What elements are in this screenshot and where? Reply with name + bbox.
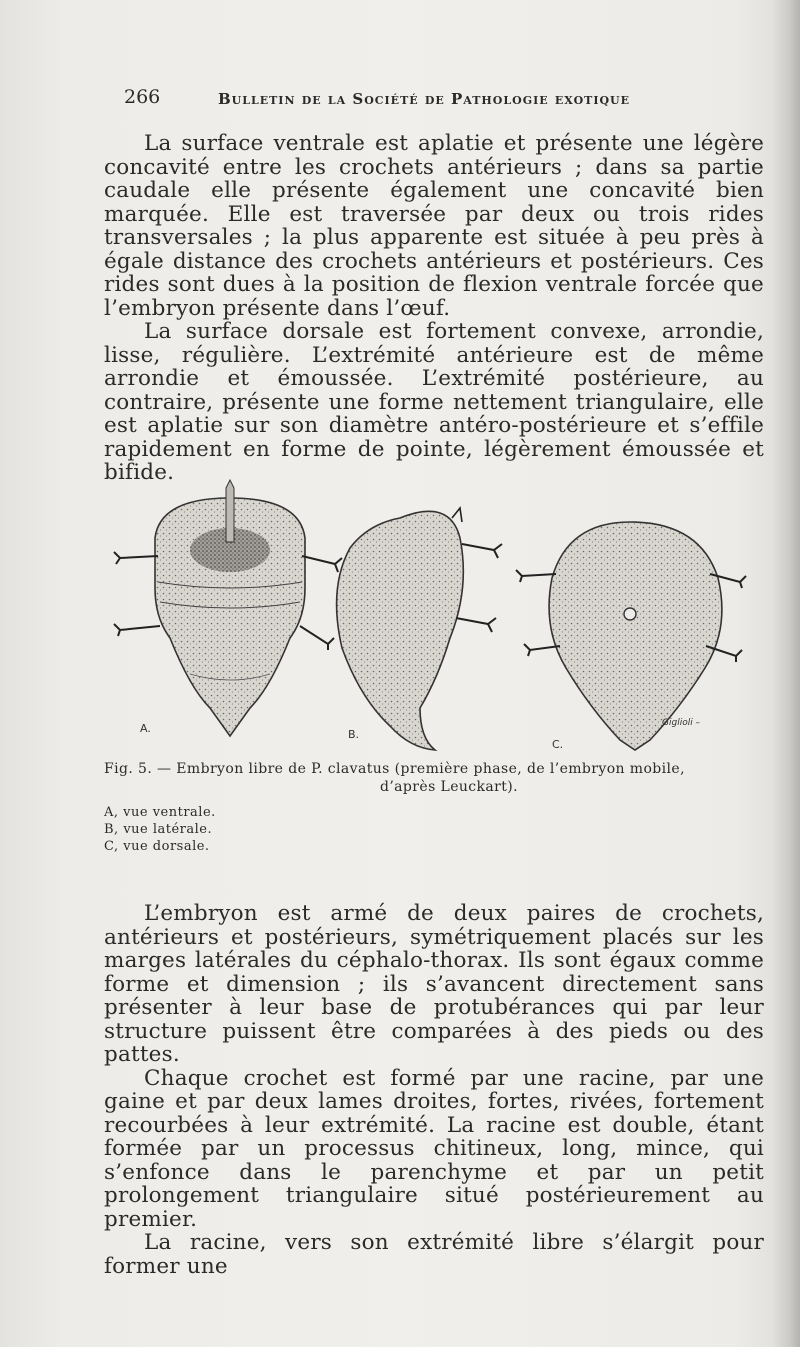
legend-item-a: A, vue ventrale. <box>104 805 216 820</box>
paragraph-dorsal-surface: La surface dorsale est fortement convexe, arrondie, lisse, régulière. L’extrémité antérieure est de même arrondie et émoussée. L’extrémité postérieure, au contraire, présente une forme nettement triangulaire, elle est aplatie sur son diamètre antéro-postérieure et s’effile rapidement en forme de pointe, légèrement émoussée et bifide. <box>104 319 764 485</box>
figure-embryo-views <box>90 478 770 758</box>
embryo-illustration <box>90 478 770 758</box>
journal-title: Bulletin de la Société de Pathologie exotique <box>218 90 631 108</box>
panel-a-ventral-view <box>114 480 342 736</box>
legend-item-b: B, vue latérale. <box>104 822 213 837</box>
caption-line-2: d’après Leuckart). <box>379 779 519 795</box>
paragraph-hooks: L’embryon est armé de deux paires de crochets, antérieurs et postérieurs, symétriquement placés sur les marges latérales du céphalo-thorax. Ils sont égaux comme forme et dimension ; ils s’avancent directement sans présenter à leur base de protubérances qui par leur structure puissent être comparées à des pieds ou des pattes. <box>104 901 764 1067</box>
panel-label-b: B. <box>348 728 360 741</box>
paragraph-root: La racine, vers son extrémité libre s’élargit pour former une <box>104 1230 764 1279</box>
panel-label-c: C. <box>552 738 564 751</box>
legend-item-c: C, vue dorsale. <box>104 839 210 854</box>
page-number: 266 <box>124 86 161 108</box>
page-edge-shadow <box>772 0 800 1347</box>
text-block-top <box>104 132 764 485</box>
figure-legend <box>104 804 216 855</box>
caption-line-1: Fig. 5. — Embryon libre de P. clavatus (première phase, de l’embryon mobile, <box>104 761 685 777</box>
panel-label-a: A. <box>140 722 151 735</box>
panel-b-lateral-view <box>337 508 502 750</box>
figure-caption <box>104 760 764 796</box>
paragraph-ventral-surface: La surface ventrale est aplatie et présente une légère concavité entre les crochets antérieurs ; dans sa partie caudale elle présente également une concavité bien marquée. Elle est traversée par deux ou trois rides transversales ; la plus apparente est située à peu près à égale distance des crochets antérieurs et postérieurs. Ces rides sont dues à la position de flexion ventrale forcée que l’embryon présente dans l’œuf. <box>104 131 764 321</box>
paragraph-hook-structure: Chaque crochet est formé par une racine, par une gaine et par deux lames droites, fortes, rivées, fortement recourbées à leur extrémité. La racine est double, étant formée par un processus chitineux, long, mince, qui s’enfonce dans le parenchyme et par un petit prolongement triangulaire situé postérieurement au premier. <box>104 1065 764 1232</box>
panel-c-dorsal-view <box>516 522 746 750</box>
text-block-bottom <box>104 902 764 1278</box>
artist-signature: Giglioli – <box>662 718 701 728</box>
running-header <box>124 86 744 116</box>
